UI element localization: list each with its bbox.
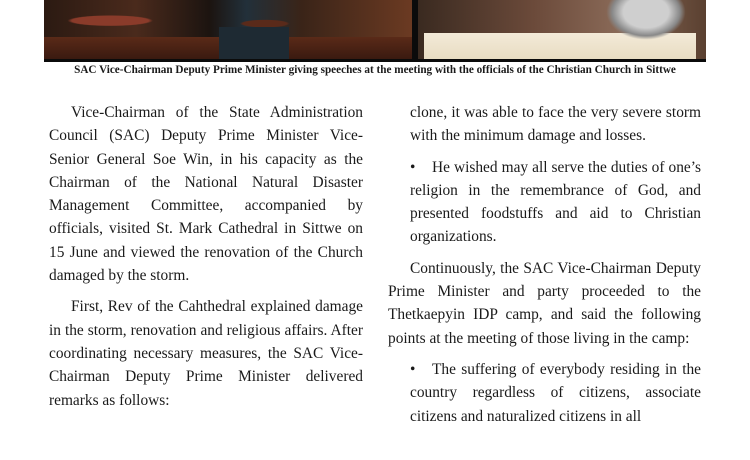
paragraph: First, Rev of the Cahthedral explained damage in the storm, renovation and religious affairs. After coordinating necessary measures, the SAC Vice-Chairman Deputy Prime Minister delivered remarks as follows: (49, 298, 363, 409)
meeting-photo-left (44, 0, 412, 59)
bullet-item: • He wished may all serve the duties of one’s religion in the remembrance of God, and presented foodstuffs and aid to Christian organizations. (388, 156, 701, 249)
article-column-right (388, 101, 701, 436)
bullet-item: • The suffering of everybody residing in the country regardless of citizens, associate citizens and naturalized citizens in all (388, 358, 701, 428)
paragraph-continuation: clone, it was able to face the very severe storm with the minimum damage and losses. (410, 104, 701, 145)
photo-strip (44, 0, 706, 62)
meeting-photo-right (418, 0, 706, 59)
article-column-left (49, 101, 363, 420)
photo-caption: SAC Vice-Chairman Deputy Prime Minister giving speeches at the meeting with the officials of the Christian Church in Sittwe (74, 64, 676, 76)
bullet-icon: • (410, 360, 416, 378)
bullet-icon: • (410, 158, 416, 176)
paragraph: Vice-Chairman of the State Administration Council (SAC) Deputy Prime Minister Vice-Senior General Soe Win, in his capacity as the Chairman of the National Natural Disaster Management Committee, accompanied by officials, visited St. Mark Cathedral in Sittwe on 15 June and viewed the renovation of the Church damaged by the storm. (49, 104, 363, 285)
paragraph: Continuously, the SAC Vice-Chairman Deputy Prime Minister and party proceeded to the Thetkaepyin IDP camp, and said the following points at the meeting of those living in the camp: (388, 259, 701, 347)
